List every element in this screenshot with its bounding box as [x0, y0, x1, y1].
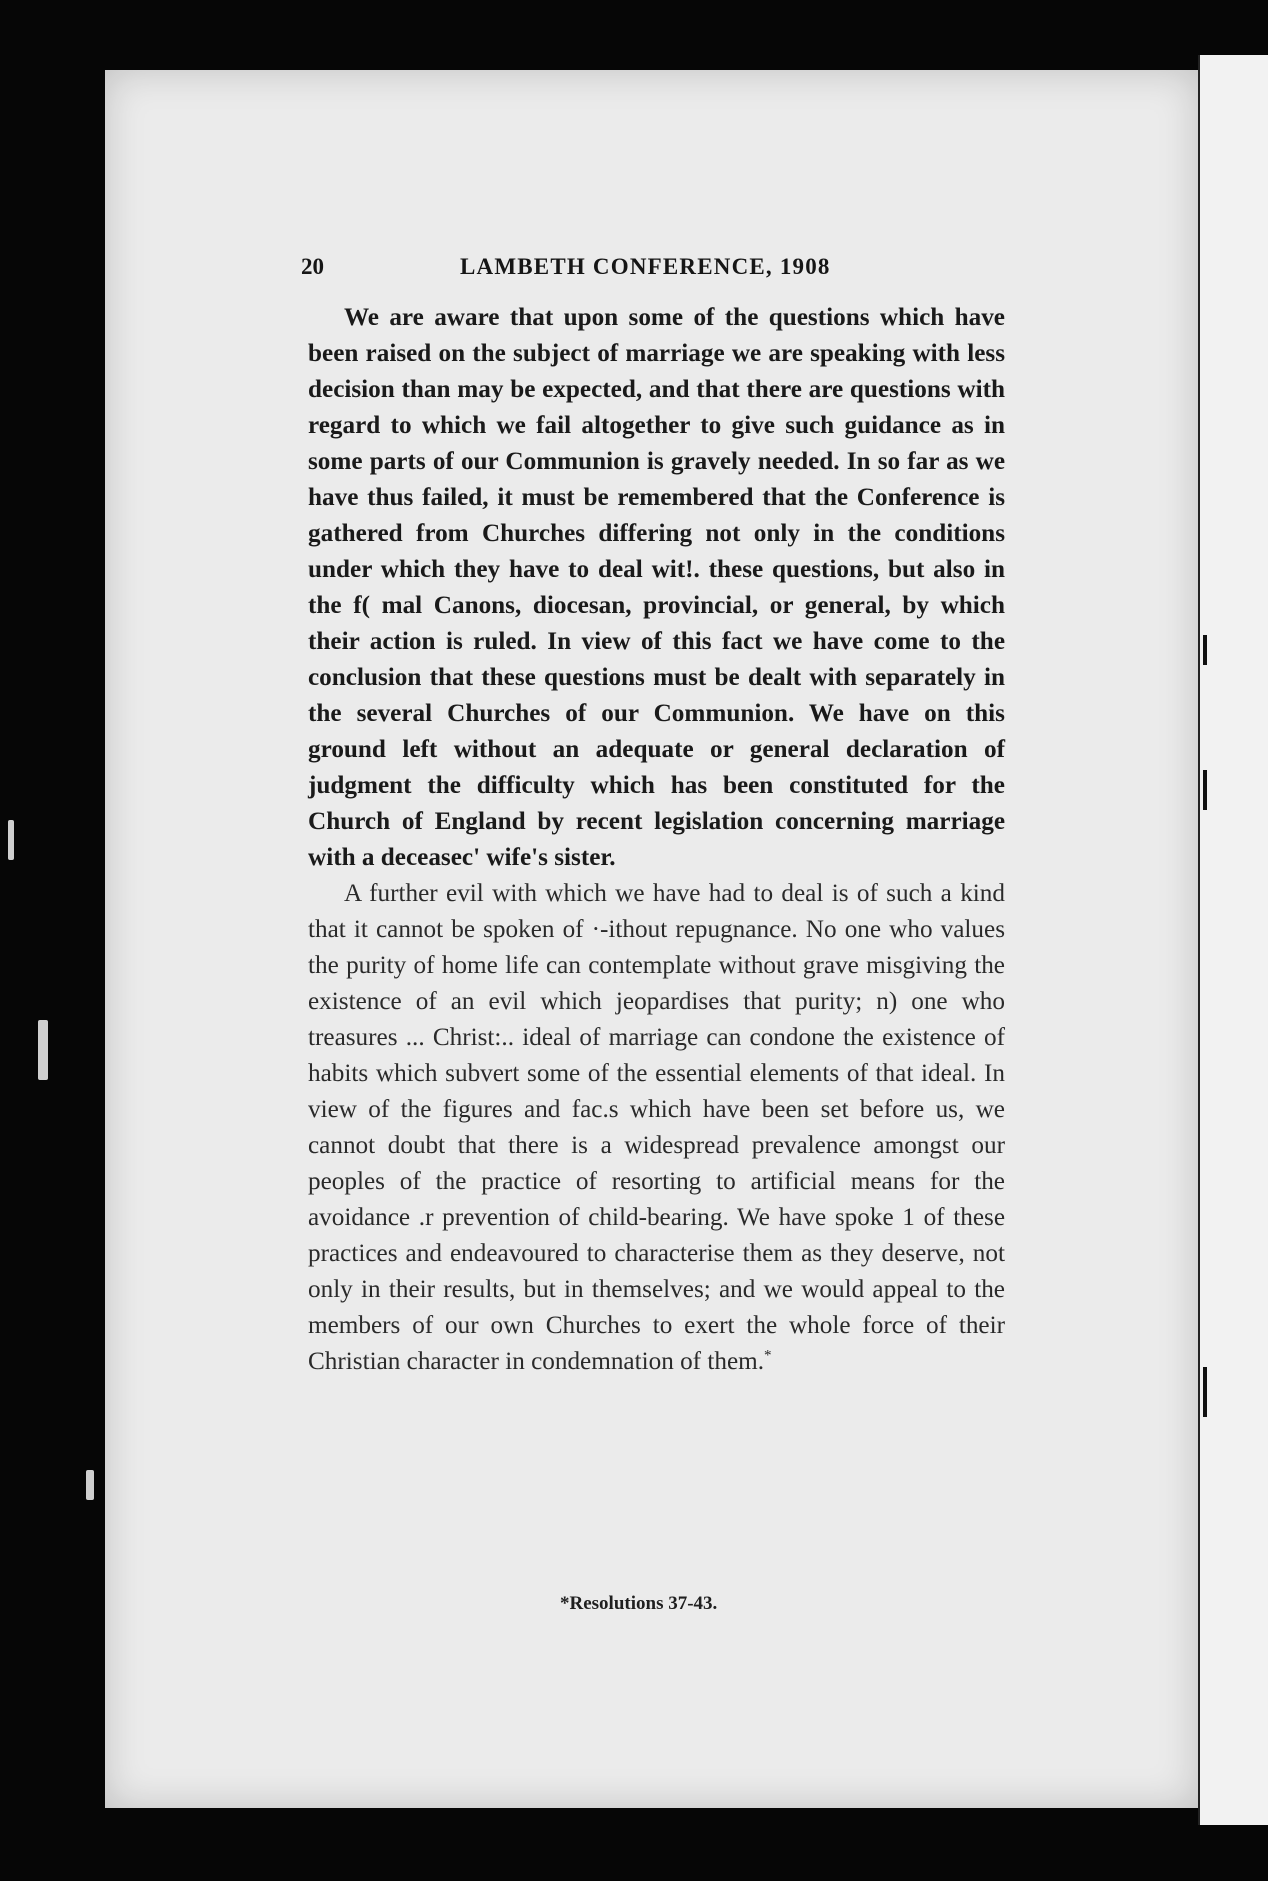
paragraph-further-evil-text: A further evil with which we have had to deal is of such a kind that it cannot be spoken of ·-ithout repugnance. No one who values the purity of home life can contemplate without grave misgiving the existence of an evil which jeopardises that purity; n) one who treasures ... Christ:.. ideal of marriage can condone the existence of habits which subvert some of the essential elements of that ideal. In view of the figures and fac.s which have been set before us, we cannot doubt that there is a widespread prevalence amongst our peoples of the practice of resorting to artificial means for the avoidance .r prevention of child-bearing. We have spoke 1 of these practices and endeavoured to characterise them as they deserve, not only in their results, but in themselves; and we would appeal to the members of our own Churches to exert the whole force of their Christian character in condemnation of them. [308, 880, 1005, 1375]
running-title: LAMBETH CONFERENCE, 1908 [460, 254, 831, 279]
binding-mark [1203, 635, 1207, 665]
scan-speck [86, 1470, 94, 1500]
binding-mark [1203, 1367, 1207, 1417]
footnote-marker: * [764, 1347, 772, 1364]
facing-page-edge [1198, 55, 1268, 1825]
binding-mark [1203, 770, 1207, 810]
page-header [301, 254, 886, 284]
paragraph-marriage-questions: We are aware that upon some of the questions which have been raised on the subject of marriage we are speaking with less decision than may be expected, and that there are questions with regard to which we fail altogether to give such guidance as in some parts of our Communion is gravely needed. In so far as we have thus failed, it must be remembered that the Conference is gathered from Churches differing not only in the conditions under which they have to deal wit!. these questions, but also in the f( mal Canons, diocesan, provincial, or general, by which their action is ruled. In view of this fact we have come to the conclusion that these questions must be dealt with separately in the several Churches of our Communion. We have on this ground left without an adequate or general declaration of judgment the difficulty which has been constituted for the Church of England by recent legislation concerning marriage with a deceasec' wife's sister. [308, 304, 1005, 871]
body-text [308, 300, 1005, 1380]
scan-speck [38, 1020, 48, 1080]
footnote: *Resolutions 37-43. [560, 1593, 718, 1614]
scan-speck [8, 820, 14, 860]
page-number: 20 [301, 254, 324, 279]
paragraph-further-evil [308, 876, 1005, 1380]
